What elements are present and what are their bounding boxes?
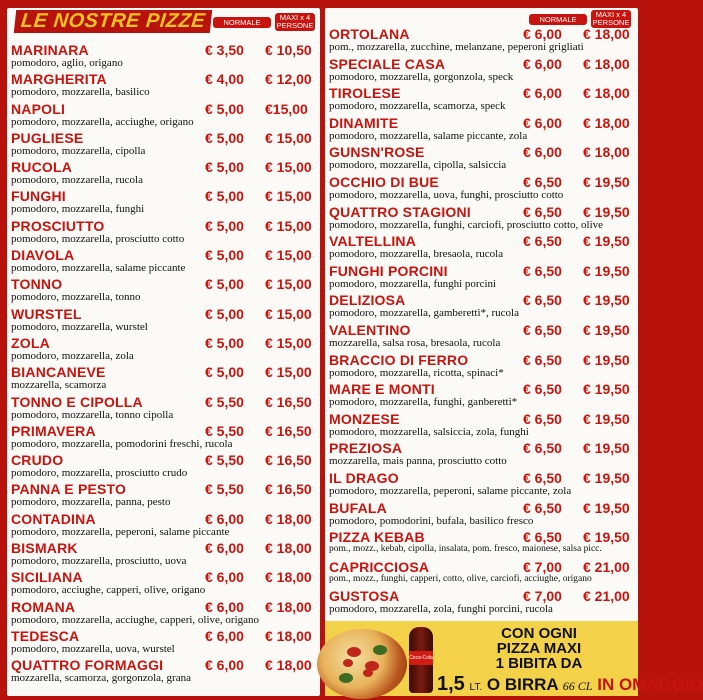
price-maxi: € 18,00 (265, 627, 312, 644)
price-normale: € 6,50 (523, 410, 562, 427)
price-maxi: € 19,50 (583, 381, 630, 398)
pizza-ingredients: pomodoro, mozzarella, acciughe, origano (11, 115, 194, 128)
promo-banner (325, 621, 703, 696)
price-maxi: € 18,00 (583, 26, 630, 42)
price-maxi: € 19,50 (583, 173, 630, 190)
menu-item (325, 25, 638, 55)
price-maxi: € 18,00 (583, 144, 630, 161)
menu-item (325, 114, 638, 144)
pizza-ingredients: mozzarella, scamorza (11, 379, 107, 392)
pizza-ingredients: pomodoro, mozzarella, funghi, carciofi, prosciutto cotto, olive (329, 218, 604, 231)
price-maxi: € 19,50 (583, 351, 630, 368)
pizza-name: ROMANA (11, 598, 76, 615)
menu-item (7, 451, 320, 480)
pizza-name: VALENTINO (329, 321, 411, 338)
pizza-ingredients: pomodoro, mozzarella, uova, funghi, prosciutto cotto (329, 188, 564, 201)
price-maxi: €15,00 (265, 100, 308, 117)
price-maxi: € 15,00 (265, 217, 312, 234)
menu-item (325, 291, 638, 321)
price-maxi: € 21,00 (583, 558, 630, 575)
menu-item (7, 158, 320, 187)
price-normale: € 5,00 (205, 276, 244, 293)
menu-item (325, 380, 638, 410)
price-normale: € 6,50 (523, 321, 562, 338)
pizza-ingredients: pomodoro, mozzarella, prosciutto crudo (11, 467, 188, 480)
pizza-list-right (325, 25, 638, 617)
price-normale: € 6,50 (523, 381, 562, 398)
price-maxi: € 10,50 (265, 42, 312, 58)
menu-item (7, 539, 320, 568)
pizza-name: DIAVOLA (11, 247, 75, 264)
price-normale: € 5,00 (205, 334, 244, 351)
pizza-name: CRUDO (11, 452, 64, 469)
menu-item (325, 439, 638, 469)
pizza-name: MARGHERITA (11, 71, 107, 88)
pizza-ingredients: pomodoro, mozzarella, ricotta, spinaci* (329, 366, 504, 379)
pizza-ingredients: pomodoro, mozzarella, panna, pesto (11, 496, 171, 509)
price-normale: € 5,00 (205, 100, 244, 117)
pizza-name: VALTELLINA (329, 233, 417, 250)
price-normale: € 5,00 (205, 364, 244, 381)
pizza-ingredients: pomodoro, mozzarella, tonno cipolla (11, 408, 174, 421)
pizza-ingredients: pomodoro, mozzarella, salame piccante, zola (329, 129, 528, 142)
pizza-name: TIROLESE (329, 85, 401, 102)
pizza-ingredients: pomodoro, aglio, origano (11, 57, 123, 69)
cola-bottle-image (409, 627, 433, 693)
pizza-list-left (7, 41, 320, 686)
pizza-name: WURSTEL (11, 305, 82, 322)
pizza-name: ORTOLANA (329, 26, 410, 42)
pizza-name: BRACCIO DI FERRO (329, 351, 469, 368)
price-normale: € 5,00 (205, 159, 244, 176)
price-normale: € 5,00 (205, 217, 244, 234)
pizza-name: BUFALA (329, 499, 387, 516)
pizza-ingredients: pomodoro, mozzarella, funghi, ganberetti* (329, 396, 518, 409)
pizza-ingredients: pomodoro, mozzarella, prosciutto, uova (11, 555, 187, 568)
promo-or: O (486, 675, 501, 694)
pizza-ingredients: pomodoro, mozzarella, rucola (11, 174, 143, 187)
menu-title: LE NOSTRE PIZZE (14, 10, 213, 33)
pizza-ingredients: pomodoro, mozzarella, cipolla, salsiccia (329, 159, 507, 172)
promo-amount: 1,5 (437, 673, 465, 695)
pizza-name: OCCHIO DI BUE (329, 173, 439, 190)
price-normale: € 6,00 (523, 114, 562, 131)
pizza-ingredients: pomodoro, mozzarella, basilico (11, 86, 150, 99)
menu-item (7, 187, 320, 216)
pizza-name: MARINARA (11, 42, 89, 58)
price-maxi: € 15,00 (265, 159, 312, 176)
pizza-name: GUNSN'ROSE (329, 144, 425, 161)
price-normale: € 6,00 (205, 540, 244, 557)
price-normale: € 7,00 (523, 588, 562, 605)
price-normale: € 7,00 (523, 558, 562, 575)
pizza-name: FUNGHI PORCINI (329, 262, 448, 279)
promo-line-2: PIZZA MAXI (496, 640, 582, 657)
bottle-label: Coca-Cola (409, 651, 433, 665)
pizza-name: GUSTOSA (329, 588, 400, 605)
price-maxi: € 19,50 (583, 469, 630, 486)
menu-item (7, 480, 320, 509)
price-normale: € 6,50 (523, 440, 562, 457)
price-normale: € 4,00 (205, 71, 244, 88)
menu-item (7, 334, 320, 363)
pizza-name: DINAMITE (329, 114, 399, 131)
price-normale: € 6,50 (523, 203, 562, 220)
pizza-ingredients: pomodoro, mozzarella, funghi porcini (329, 277, 497, 290)
header-maxi: MAXI x 4 PERSONE (276, 13, 314, 30)
price-maxi: € 18,00 (265, 510, 312, 527)
price-maxi: € 15,00 (265, 305, 312, 322)
price-maxi: € 16,50 (265, 422, 312, 439)
pizza-ingredients: pomodoro, mozzarella, zola, funghi porcini, rucola (329, 603, 553, 616)
pizza-name: PRIMAVERA (11, 422, 96, 439)
promo-beer: BIRRA (504, 675, 559, 694)
pizza-name: PUGLIESE (11, 129, 84, 146)
menu-item (7, 393, 320, 422)
price-maxi: € 16,50 (265, 481, 312, 498)
price-normale: € 6,50 (523, 262, 562, 279)
menu-item (325, 262, 638, 292)
header-normale: NORMALE (529, 14, 587, 25)
pizza-name: BIANCANEVE (11, 364, 106, 381)
price-normale: € 6,00 (523, 144, 562, 161)
price-maxi: € 19,50 (583, 410, 630, 427)
price-normale: € 6,50 (523, 529, 562, 546)
pizza-name: ZOLA (11, 334, 50, 351)
menu-item (7, 41, 320, 70)
pizza-name: IL DRAGO (329, 469, 399, 486)
pizza-ingredients: pom., mozz., kebab, cipolla, insalata, pom. fresco, maionese, salsa picc. (329, 544, 602, 555)
price-normale: € 5,50 (205, 393, 244, 410)
price-maxi: € 15,00 (265, 364, 312, 381)
price-maxi: € 18,00 (265, 657, 312, 674)
pizza-ingredients: pomodoro, mozzarella, salsiccia, zola, funghi (329, 425, 529, 438)
menu-item (325, 143, 638, 173)
promo-free: IN OMAGGIO (597, 675, 703, 694)
menu-item (325, 232, 638, 262)
menu-item (7, 363, 320, 392)
price-maxi: € 21,00 (583, 588, 630, 605)
price-maxi: € 16,50 (265, 393, 312, 410)
promo-unit: LT. (469, 682, 483, 693)
pizza-name: NAPOLI (11, 100, 66, 117)
pizza-image (317, 629, 407, 699)
menu-item (325, 351, 638, 381)
menu-item (7, 510, 320, 539)
price-normale: € 6,50 (523, 351, 562, 368)
pizza-name: CONTADINA (11, 510, 96, 527)
price-maxi: € 18,00 (583, 85, 630, 102)
pizza-ingredients: pomodoro, mozzarella, bresaola, rucola (329, 248, 504, 261)
price-maxi: € 19,50 (583, 203, 630, 220)
pizza-ingredients: pomodoro, mozzarella, tonno (11, 291, 141, 304)
price-normale: € 6,50 (523, 499, 562, 516)
price-maxi: € 19,50 (583, 292, 630, 309)
pizza-name: QUATTRO STAGIONI (329, 203, 471, 220)
pizza-name: PREZIOSA (329, 440, 403, 457)
price-normale: € 6,00 (205, 627, 244, 644)
menu-item (7, 305, 320, 334)
pizza-ingredients: pomodoro, mozzarella, scamorza, speck (329, 100, 506, 113)
price-maxi: € 19,50 (583, 499, 630, 516)
price-normale: € 6,00 (205, 510, 244, 527)
menu-item (7, 100, 320, 129)
price-maxi: € 19,50 (583, 321, 630, 338)
pizza-ingredients: pomodoro, mozzarella, cipolla (11, 144, 146, 157)
price-normale: € 3,50 (205, 42, 244, 58)
menu-item (325, 469, 638, 499)
pizza-name: TONNO (11, 276, 63, 293)
menu-panel-right (325, 8, 703, 696)
price-maxi: € 19,50 (583, 233, 630, 250)
menu-item (325, 203, 638, 233)
pizza-name: PROSCIUTTO (11, 217, 105, 234)
pizza-ingredients: pomodoro, acciughe, capperi, olive, origano (11, 584, 206, 597)
price-normale: € 5,00 (205, 305, 244, 322)
promo-line-3: 1 BIBITA DA (495, 655, 583, 672)
pizza-name: PIZZA KEBAB (329, 529, 425, 546)
price-maxi: € 15,00 (265, 188, 312, 205)
pizza-name: PANNA E PESTO (11, 481, 127, 498)
price-normale: € 6,00 (523, 85, 562, 102)
pizza-name: SPECIALE CASA (329, 55, 446, 72)
menu-item (325, 84, 638, 114)
pizza-ingredients: pomodoro, mozzarella, peperoni, salame piccante, zola (329, 484, 572, 497)
pizza-ingredients: pom., mozz., funghi, capperi, cotto, olive, carciofi, acciughe, origano (329, 573, 592, 584)
price-maxi: € 15,00 (265, 276, 312, 293)
menu-item (325, 321, 638, 351)
pizza-ingredients: pomodoro, mozzarella, peperoni, salame piccante (11, 525, 230, 538)
price-maxi: € 19,50 (583, 440, 630, 457)
price-normale: € 5,00 (205, 188, 244, 205)
price-normale: € 5,00 (205, 129, 244, 146)
price-normale: € 5,50 (205, 422, 244, 439)
menu-item (325, 587, 638, 617)
price-normale: € 6,50 (523, 173, 562, 190)
price-normale: € 5,50 (205, 481, 244, 498)
pizza-name: MONZESE (329, 410, 400, 427)
price-maxi: € 18,00 (583, 114, 630, 131)
pizza-ingredients: pomodoro, mozzarella, gamberetti*, rucola (329, 307, 519, 320)
price-maxi: € 18,00 (583, 55, 630, 72)
menu-item (325, 55, 638, 85)
menu-item (7, 656, 320, 685)
menu-item (7, 598, 320, 627)
price-maxi: € 15,00 (265, 129, 312, 146)
pizza-name: MARE E MONTI (329, 381, 435, 398)
price-normale: € 5,00 (205, 247, 244, 264)
pizza-ingredients: pomodoro, mozzarella, wurstel (11, 320, 148, 333)
pizza-ingredients: pom., mozzarella, zucchine, melanzane, peperoni grigliati (329, 41, 584, 53)
price-normale: € 6,00 (205, 657, 244, 674)
pizza-ingredients: mozzarella, mais panna, prosciutto cotto (329, 455, 507, 468)
promo-line-1: CON OGNI (501, 625, 577, 642)
promo-beer-size: 66 CL (562, 679, 593, 693)
price-normale: € 6,50 (523, 233, 562, 250)
pizza-ingredients: pomodoro, pomodorini, bufala, basilico fresco (329, 514, 534, 527)
price-maxi: € 18,00 (265, 569, 312, 586)
price-normale: € 5,50 (205, 452, 244, 469)
header-maxi: MAXI x 4 PERSONE (592, 10, 630, 27)
pizza-ingredients: pomodoro, mozzarella, gorgonzola, speck (329, 70, 514, 83)
pizza-name: RUCOLA (11, 159, 73, 176)
pizza-ingredients: mozzarella, salsa rosa, bresaola, rucola (329, 336, 501, 349)
menu-item (7, 275, 320, 304)
pizza-name: SICILIANA (11, 569, 83, 586)
menu-item (325, 528, 638, 558)
pizza-name: BISMARK (11, 540, 78, 557)
price-maxi: € 15,00 (265, 334, 312, 351)
header-normale: NORMALE (213, 17, 271, 28)
price-normale: € 6,00 (205, 569, 244, 586)
pizza-name: QUATTRO FORMAGGI (11, 657, 164, 674)
pizza-ingredients: mozzarella, scamorza, gorgonzola, grana (11, 672, 191, 685)
price-maxi: € 19,50 (583, 529, 630, 546)
menu-item (325, 410, 638, 440)
pizza-name: TEDESCA (11, 627, 80, 644)
pizza-ingredients: pomodoro, mozzarella, funghi (11, 203, 145, 216)
price-maxi: € 12,00 (265, 71, 312, 88)
pizza-name: TONNO E CIPOLLA (11, 393, 143, 410)
price-normale: € 6,00 (523, 26, 562, 42)
price-maxi: € 18,00 (265, 540, 312, 557)
price-normale: € 6,50 (523, 469, 562, 486)
price-maxi: € 15,00 (265, 247, 312, 264)
menu-item (7, 422, 320, 451)
menu-item (7, 129, 320, 158)
price-maxi: € 19,50 (583, 262, 630, 279)
pizza-ingredients: pomodoro, mozzarella, pomodorini freschi, rucola (11, 437, 233, 450)
pizza-ingredients: pomodoro, mozzarella, zola (11, 349, 134, 362)
price-normale: € 6,50 (523, 292, 562, 309)
price-maxi: € 18,00 (265, 598, 312, 615)
menu-item (7, 217, 320, 246)
menu-item (325, 499, 638, 529)
menu-item (7, 70, 320, 99)
menu-item (325, 173, 638, 203)
pizza-ingredients: pomodoro, mozzarella, salame piccante (11, 262, 186, 275)
menu-item (7, 246, 320, 275)
pizza-name: CAPRICCIOSA (329, 558, 430, 575)
menu-item (325, 558, 638, 588)
pizza-name: DELIZIOSA (329, 292, 406, 309)
menu-item (7, 627, 320, 656)
price-maxi: € 16,50 (265, 452, 312, 469)
menu-panel-left (7, 8, 320, 696)
pizza-ingredients: pomodoro, mozzarella, acciughe, capperi, olive, origano (11, 613, 260, 626)
price-header-left (213, 13, 315, 31)
menu-item (7, 568, 320, 597)
pizza-ingredients: pomodoro, mozzarella, prosciutto cotto (11, 232, 185, 245)
pizza-ingredients: pomodoro, mozzarella, uova, wurstel (11, 642, 175, 655)
pizza-name: FUNGHI (11, 188, 66, 205)
promo-offer (437, 673, 703, 696)
price-normale: € 6,00 (523, 55, 562, 72)
price-normale: € 6,00 (205, 598, 244, 615)
